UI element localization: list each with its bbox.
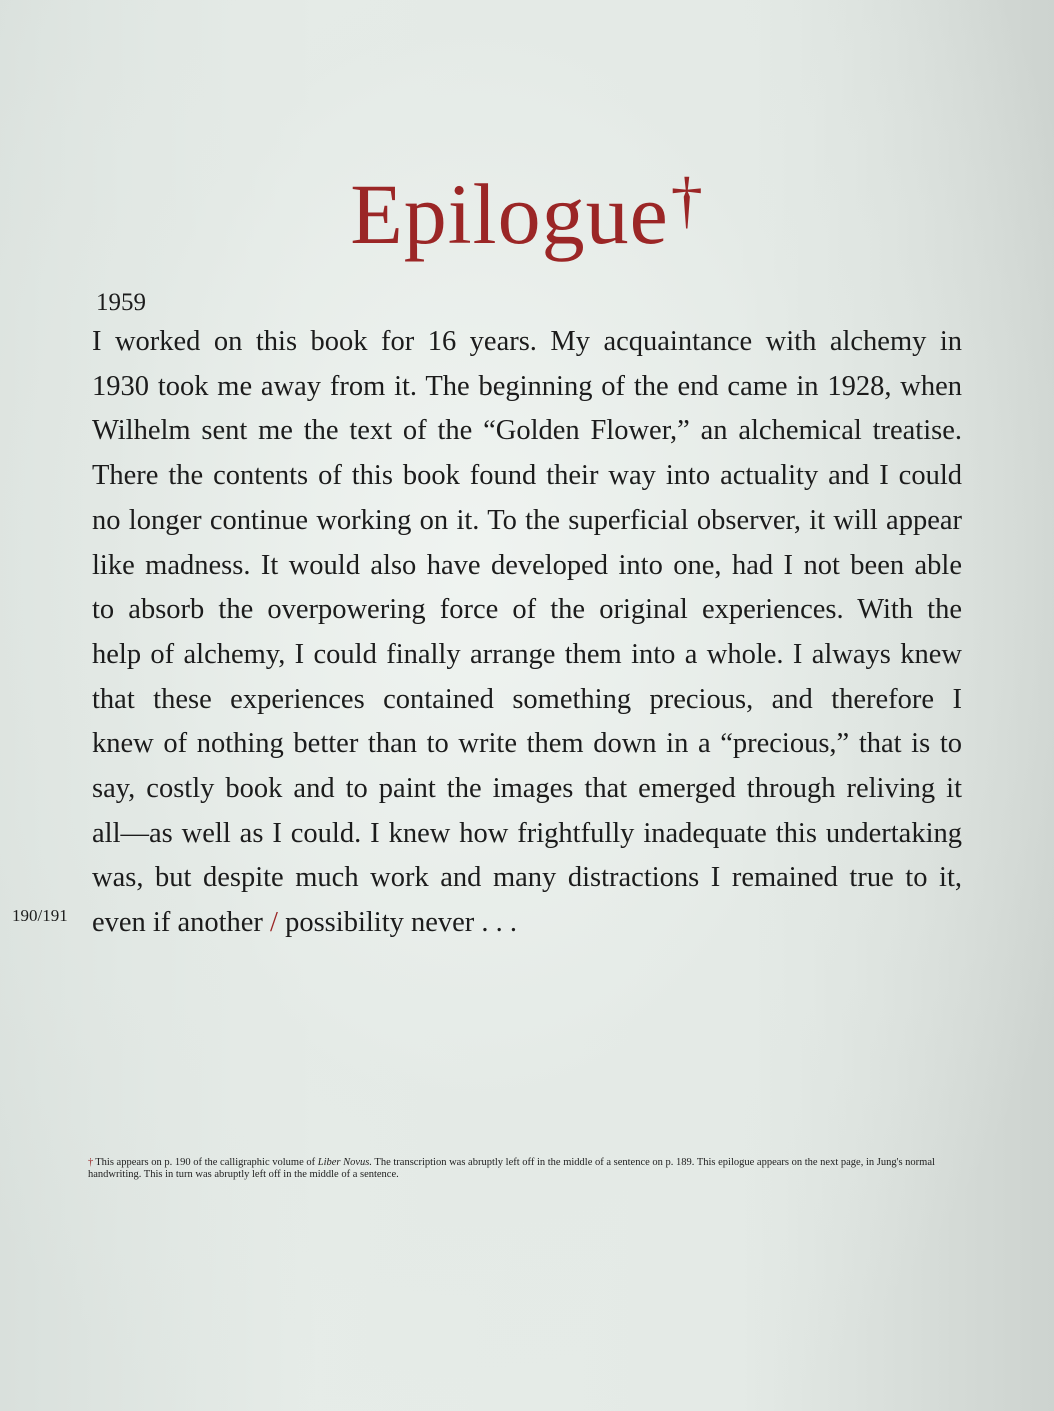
page-reference-marker: 190/191 <box>12 906 68 925</box>
year-heading: 1959 <box>96 289 146 316</box>
body-line: say, costly book and to paint the images that emerged through reliving it <box>92 773 962 805</box>
chapter-title-text: Epilogue <box>350 166 669 262</box>
final-line-start: even if another <box>92 907 271 939</box>
body-line: There the contents of this book found their way into actuality and I could <box>92 460 962 492</box>
body-line: like madness. It would also have developed into one, had I not been able <box>92 549 962 581</box>
body-line: to absorb the overpowering force of the original experiences. With the <box>92 594 962 626</box>
body-line: knew of nothing better than to write them down in a “precious,” that is to <box>92 728 962 760</box>
footnote <box>88 1157 958 1181</box>
footnote-mark: † <box>88 1157 94 1168</box>
final-line-end: possibility never . . . <box>277 907 518 939</box>
footnote-dagger-marker: † <box>670 164 704 235</box>
body-line: was, but despite much work and many distractions I remained true to it, <box>92 862 962 894</box>
body-line: Wilhelm sent me the text of the “Golden Flower,” an alchemical treatise. <box>92 415 962 447</box>
footnote-book-title: Liber Novus. <box>317 1157 372 1168</box>
body-line: no longer continue working on it. To the superficial observer, it will appear <box>92 504 962 536</box>
page-break-slash: / <box>270 907 278 939</box>
body-line: help of alchemy, I could finally arrange them into a whole. I always knew <box>92 638 962 670</box>
epilogue-body <box>92 320 962 946</box>
footnote-text-start: This appears on p. 190 of the calligraphic volume of <box>95 1157 318 1168</box>
body-line: 1930 took me away from it. The beginning of the end came in 1928, when <box>92 370 962 402</box>
body-line: that these experiences contained something precious, and therefore I <box>92 683 962 715</box>
chapter-title <box>0 150 1054 264</box>
footnote-text-end: The transcription was abruptly left off in the middle of a sentence on p. 189. This epilogue appears on the next page, in Jung's normal handwriting. This in turn was abruptly left off in the middle of a sentence. <box>88 1157 935 1180</box>
body-line-final <box>92 901 962 946</box>
body-line: I worked on this book for 16 years. My acquaintance with alchemy in <box>92 326 962 357</box>
body-line: all—as well as I could. I knew how frightfully inadequate this undertaking <box>92 817 962 849</box>
